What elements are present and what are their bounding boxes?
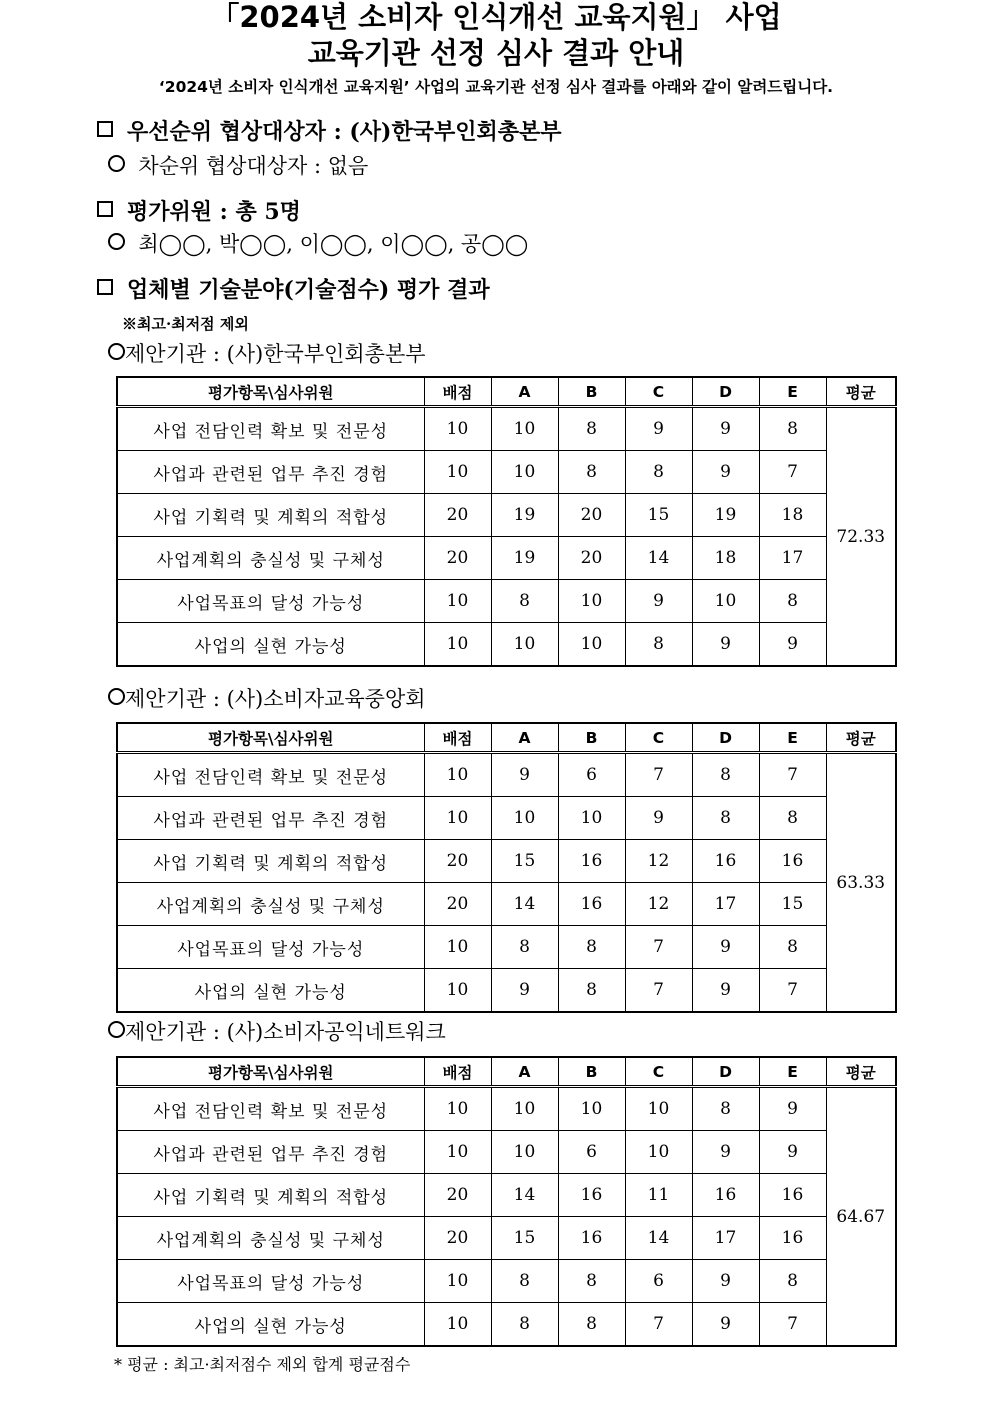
evaluation-item: 사업계획의 충실성 및 구체성: [117, 883, 424, 926]
table-row: [117, 1087, 896, 1131]
column-header: D: [692, 1057, 759, 1087]
column-header: B: [558, 1057, 625, 1087]
evaluation-item: 사업 기획력 및 계획의 적합성: [117, 840, 424, 883]
score-cell: 9: [692, 1131, 759, 1174]
max-score-cell: 10: [424, 1087, 491, 1131]
table-row: [117, 926, 896, 969]
column-header: 평가항목\심사위원: [117, 377, 424, 407]
score-cell: 10: [491, 1087, 558, 1131]
proposal-label-text: 제안기관 : (사)한국부인회총본부: [125, 342, 426, 366]
score-cell: 17: [692, 883, 759, 926]
evaluation-item: 사업과 관련된 업무 추진 경험: [117, 797, 424, 840]
max-score-cell: 20: [424, 1217, 491, 1260]
evaluators-list-text: 최◯◯, 박◯◯, 이◯◯, 이◯◯, 공◯◯: [138, 232, 529, 256]
priority-negotiator-heading: [97, 118, 561, 147]
score-cell: 9: [692, 969, 759, 1013]
max-score-cell: 10: [424, 1260, 491, 1303]
table-row: [117, 1131, 896, 1174]
score-cell: 7: [759, 451, 826, 494]
score-cell: 8: [692, 1087, 759, 1131]
score-cell: 9: [759, 623, 826, 667]
evaluation-item: 사업목표의 달성 가능성: [117, 926, 424, 969]
score-cell: 6: [558, 753, 625, 797]
proposal-label-text: 제안기관 : (사)소비자교육중앙회: [125, 687, 426, 711]
max-score-cell: 10: [424, 797, 491, 840]
column-header: 평가항목\심사위원: [117, 723, 424, 753]
max-score-cell: 10: [424, 1131, 491, 1174]
score-cell: 19: [692, 494, 759, 537]
score-cell: 9: [692, 407, 759, 451]
score-cell: 15: [759, 883, 826, 926]
circle-bullet-icon: [108, 688, 125, 705]
proposal-label-text: 제안기관 : (사)소비자공익네트워크: [125, 1020, 446, 1044]
exclusion-note: ※최고·최저점 제외: [122, 315, 249, 333]
score-cell: 10: [625, 1131, 692, 1174]
score-cell: 19: [491, 537, 558, 580]
score-cell: 14: [625, 537, 692, 580]
score-cell: 10: [491, 1131, 558, 1174]
column-header: 평균: [826, 1057, 896, 1087]
column-header: 평균: [826, 723, 896, 753]
table-row: [117, 537, 896, 580]
max-score-cell: 20: [424, 1174, 491, 1217]
table-row: [117, 1217, 896, 1260]
score-cell: 7: [625, 1303, 692, 1347]
score-cell: 10: [558, 623, 625, 667]
score-cell: 9: [759, 1087, 826, 1131]
results-heading: [97, 276, 490, 305]
score-cell: 9: [692, 451, 759, 494]
score-cell: 8: [558, 1260, 625, 1303]
score-cell: 9: [692, 1303, 759, 1347]
max-score-cell: 20: [424, 494, 491, 537]
evaluation-table: [116, 376, 897, 667]
score-cell: 8: [759, 926, 826, 969]
table-row: [117, 623, 896, 667]
evaluation-item: 사업목표의 달성 가능성: [117, 1260, 424, 1303]
score-cell: 16: [558, 1174, 625, 1217]
column-header: B: [558, 377, 625, 407]
score-cell: 10: [491, 407, 558, 451]
score-cell: 14: [491, 1174, 558, 1217]
score-cell: 16: [692, 840, 759, 883]
evaluation-item: 사업 기획력 및 계획의 적합성: [117, 494, 424, 537]
table-header-row: [117, 723, 896, 753]
score-cell: 16: [692, 1174, 759, 1217]
score-cell: 14: [625, 1217, 692, 1260]
score-cell: 8: [491, 926, 558, 969]
average-score-cell: 64.67: [826, 1087, 896, 1347]
score-cell: 10: [491, 451, 558, 494]
evaluation-item: 사업 기획력 및 계획의 적합성: [117, 1174, 424, 1217]
score-cell: 9: [692, 926, 759, 969]
score-cell: 10: [558, 797, 625, 840]
score-cell: 17: [692, 1217, 759, 1260]
column-header: 평균: [826, 377, 896, 407]
score-cell: 10: [558, 580, 625, 623]
column-header: B: [558, 723, 625, 753]
score-cell: 15: [491, 1217, 558, 1260]
score-cell: 8: [491, 580, 558, 623]
score-cell: 11: [625, 1174, 692, 1217]
circle-bullet-icon: [108, 233, 125, 250]
proposal-label: [108, 1018, 446, 1046]
score-cell: 16: [759, 1217, 826, 1260]
score-cell: 16: [558, 883, 625, 926]
column-header: A: [491, 1057, 558, 1087]
score-cell: 8: [759, 1260, 826, 1303]
score-cell: 9: [692, 623, 759, 667]
score-cell: 8: [491, 1303, 558, 1347]
circle-bullet-icon: [108, 343, 125, 360]
max-score-cell: 10: [424, 969, 491, 1013]
score-cell: 16: [759, 840, 826, 883]
score-cell: 15: [491, 840, 558, 883]
table-header-row: [117, 1057, 896, 1087]
score-cell: 20: [558, 494, 625, 537]
circle-bullet-icon: [108, 1021, 125, 1038]
square-bullet-icon: [97, 279, 113, 295]
score-cell: 8: [625, 623, 692, 667]
evaluation-item: 사업 전담인력 확보 및 전문성: [117, 1087, 424, 1131]
score-cell: 16: [759, 1174, 826, 1217]
score-cell: 10: [625, 1087, 692, 1131]
column-header: E: [759, 377, 826, 407]
square-bullet-icon: [97, 201, 113, 217]
column-header: A: [491, 377, 558, 407]
table-row: [117, 407, 896, 451]
score-cell: 17: [759, 537, 826, 580]
page-title-line-1: 「2024년 소비자 인식개선 교육지원」 사업: [210, 0, 782, 34]
table-row: [117, 494, 896, 537]
column-header: 배점: [424, 1057, 491, 1087]
score-cell: 6: [625, 1260, 692, 1303]
score-cell: 8: [759, 580, 826, 623]
column-header: E: [759, 723, 826, 753]
table-row: [117, 1260, 896, 1303]
score-cell: 10: [491, 797, 558, 840]
score-cell: 18: [759, 494, 826, 537]
page-subtitle: ‘2024년 소비자 인식개선 교육지원’ 사업의 교육기관 선정 심사 결과를 아래와 같이 알려드립니다.: [158, 78, 834, 96]
max-score-cell: 10: [424, 407, 491, 451]
column-header: C: [625, 1057, 692, 1087]
evaluation-table: [116, 1056, 897, 1347]
score-cell: 18: [692, 537, 759, 580]
evaluation-item: 사업의 실현 가능성: [117, 623, 424, 667]
score-cell: 9: [625, 407, 692, 451]
score-cell: 10: [692, 580, 759, 623]
column-header: D: [692, 723, 759, 753]
score-cell: 16: [558, 840, 625, 883]
column-header: E: [759, 1057, 826, 1087]
evaluators-heading-text: 평가위원 : 총 5명: [127, 199, 301, 225]
evaluation-item: 사업 전담인력 확보 및 전문성: [117, 407, 424, 451]
score-cell: 8: [759, 797, 826, 840]
table-row: [117, 1174, 896, 1217]
evaluation-item: 사업과 관련된 업무 추진 경험: [117, 1131, 424, 1174]
score-cell: 14: [491, 883, 558, 926]
table-row: [117, 840, 896, 883]
square-bullet-icon: [97, 121, 113, 137]
column-header: D: [692, 377, 759, 407]
score-cell: 8: [558, 926, 625, 969]
evaluation-item: 사업목표의 달성 가능성: [117, 580, 424, 623]
evaluation-item: 사업계획의 충실성 및 구체성: [117, 537, 424, 580]
evaluation-item: 사업계획의 충실성 및 구체성: [117, 1217, 424, 1260]
table-row: [117, 753, 896, 797]
score-cell: 9: [625, 580, 692, 623]
table-row: [117, 883, 896, 926]
score-cell: 7: [625, 753, 692, 797]
table-header-row: [117, 377, 896, 407]
score-cell: 10: [491, 623, 558, 667]
score-cell: 9: [759, 1131, 826, 1174]
table-row: [117, 969, 896, 1013]
column-header: A: [491, 723, 558, 753]
table-row: [117, 451, 896, 494]
evaluation-item: 사업의 실현 가능성: [117, 969, 424, 1013]
max-score-cell: 20: [424, 883, 491, 926]
score-cell: 8: [692, 753, 759, 797]
score-cell: 12: [625, 840, 692, 883]
footer-note: * 평균 : 최고·최저점수 제외 합계 평균점수: [114, 1355, 411, 1374]
score-cell: 7: [759, 753, 826, 797]
page-title-line-2: 교육기관 선정 심사 결과 안내: [307, 36, 685, 70]
column-header: 배점: [424, 723, 491, 753]
score-cell: 8: [558, 451, 625, 494]
score-cell: 10: [558, 1087, 625, 1131]
max-score-cell: 10: [424, 623, 491, 667]
score-cell: 12: [625, 883, 692, 926]
circle-bullet-icon: [108, 155, 125, 172]
score-cell: 7: [759, 1303, 826, 1347]
max-score-cell: 10: [424, 451, 491, 494]
column-header: C: [625, 723, 692, 753]
proposal-label: [108, 340, 426, 368]
score-cell: 8: [558, 407, 625, 451]
score-cell: 7: [625, 926, 692, 969]
table-row: [117, 1303, 896, 1347]
max-score-cell: 10: [424, 1303, 491, 1347]
evaluators-heading: [97, 198, 301, 227]
average-score-cell: 63.33: [826, 753, 896, 1013]
priority-negotiator-text: 우선순위 협상대상자 : (사)한국부인회총본부: [127, 119, 562, 145]
average-score-cell: 72.33: [826, 407, 896, 667]
evaluation-item: 사업의 실현 가능성: [117, 1303, 424, 1347]
column-header: 배점: [424, 377, 491, 407]
score-cell: 6: [558, 1131, 625, 1174]
score-cell: 16: [558, 1217, 625, 1260]
score-cell: 8: [759, 407, 826, 451]
score-cell: 9: [491, 969, 558, 1013]
score-cell: 8: [558, 1303, 625, 1347]
score-cell: 8: [625, 451, 692, 494]
column-header: C: [625, 377, 692, 407]
score-cell: 15: [625, 494, 692, 537]
score-cell: 7: [625, 969, 692, 1013]
max-score-cell: 20: [424, 537, 491, 580]
evaluation-item: 사업과 관련된 업무 추진 경험: [117, 451, 424, 494]
max-score-cell: 20: [424, 840, 491, 883]
results-heading-text: 업체별 기술분야(기술점수) 평가 결과: [127, 277, 490, 303]
score-cell: 19: [491, 494, 558, 537]
score-cell: 7: [759, 969, 826, 1013]
max-score-cell: 10: [424, 580, 491, 623]
evaluators-list: [108, 230, 528, 258]
column-header: 평가항목\심사위원: [117, 1057, 424, 1087]
max-score-cell: 10: [424, 753, 491, 797]
secondary-negotiator: [108, 152, 368, 180]
max-score-cell: 10: [424, 926, 491, 969]
score-cell: 8: [558, 969, 625, 1013]
evaluation-item: 사업 전담인력 확보 및 전문성: [117, 753, 424, 797]
score-cell: 9: [625, 797, 692, 840]
secondary-negotiator-text: 차순위 협상대상자 : 없음: [138, 154, 369, 178]
evaluation-table: [116, 722, 897, 1013]
table-row: [117, 580, 896, 623]
score-cell: 8: [692, 797, 759, 840]
table-row: [117, 797, 896, 840]
score-cell: 9: [491, 753, 558, 797]
score-cell: 9: [692, 1260, 759, 1303]
score-cell: 8: [491, 1260, 558, 1303]
proposal-label: [108, 685, 426, 713]
score-cell: 20: [558, 537, 625, 580]
